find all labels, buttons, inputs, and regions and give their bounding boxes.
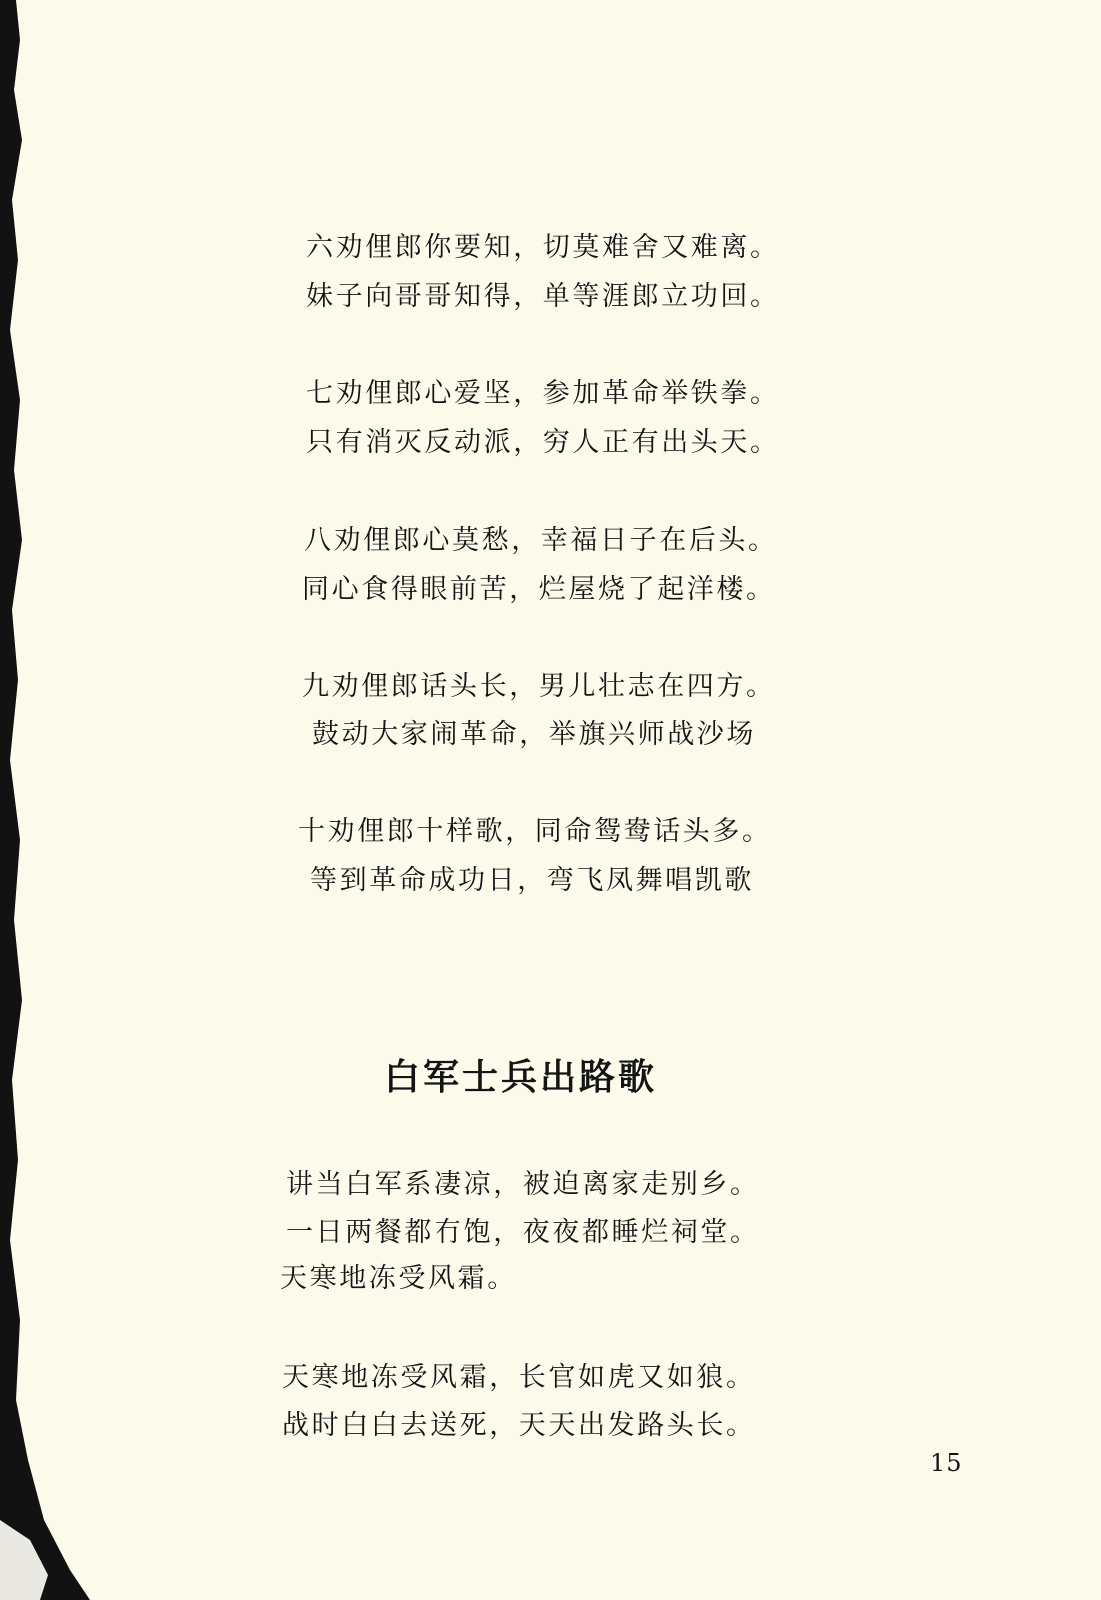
verse-line: 九劝俚郎话头长，男儿壮志在四方。 — [302, 671, 776, 702]
verse-line: 鼓动大家闹革命，举旗兴师战沙场 — [312, 719, 756, 750]
page-number: 15 — [930, 1449, 963, 1477]
verse-line: 天寒地冻受风霜，长官如虎又如狼。 — [282, 1362, 756, 1393]
song-title: 白军士兵出路歌 — [384, 1057, 658, 1098]
verse-line: 等到革命成功日，弯飞凤舞唱凯歌 — [310, 865, 754, 896]
verse-line: 七劝俚郎心爱坚，参加革命举铁拳。 — [306, 378, 780, 409]
verse-line: 讲当白军系凄凉，被迫离家走别乡。 — [286, 1169, 760, 1200]
verse-line: 一日两餐都冇饱，夜夜都睡烂祠堂。 — [286, 1217, 760, 1248]
verse-line: 妹子向哥哥知得，单等涯郎立功回。 — [306, 281, 780, 312]
verse-line: 八劝俚郎心莫愁，幸福日子在后头。 — [304, 525, 778, 556]
verse-line: 十劝俚郎十样歌，同命鸳鸯话头多。 — [298, 816, 772, 847]
verse-line: 只有消灭反动派，穷人正有出头天。 — [306, 427, 780, 458]
verse-line: 六劝俚郎你要知，切莫难舍又难离。 — [306, 232, 780, 263]
verse-line: 战时白白去送死，天天出发路头长。 — [282, 1410, 756, 1441]
verse-line: 同心食得眼前苦，烂屋烧了起洋楼。 — [302, 574, 776, 605]
verse-line: 天寒地冻受风霜。 — [280, 1263, 517, 1294]
